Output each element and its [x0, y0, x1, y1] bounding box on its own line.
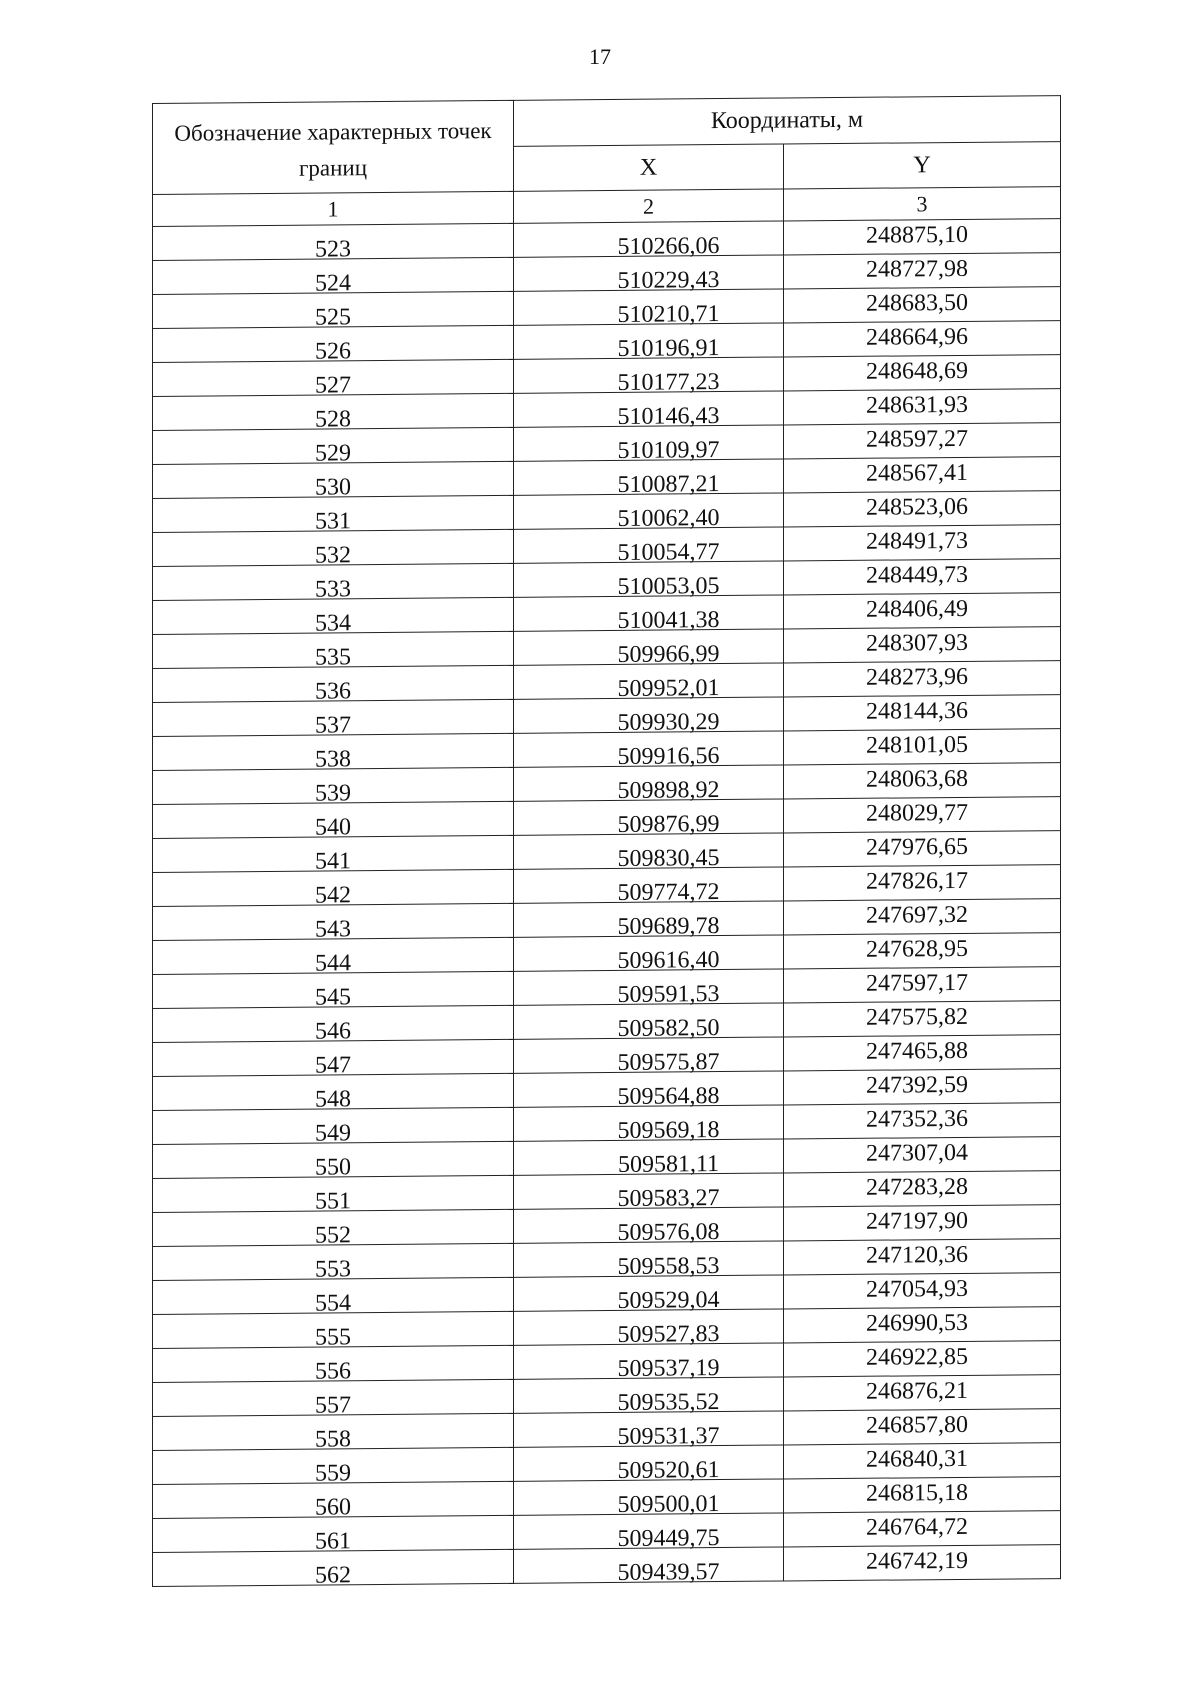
point-cell-text: 548 — [315, 1086, 351, 1113]
point-cell — [153, 1345, 514, 1385]
y-coordinate-cell — [784, 661, 1061, 697]
y-coordinate-cell — [784, 423, 1061, 459]
y-coordinate-cell — [784, 1137, 1061, 1173]
y-coordinate-cell — [784, 491, 1061, 527]
x-coordinate-cell-text: 509537,19 — [617, 1355, 720, 1382]
y-coordinate-cell-text: 246764,72 — [866, 1513, 968, 1541]
point-cell-text: 555 — [315, 1324, 351, 1351]
point-cell — [153, 1039, 514, 1079]
y-coordinate-cell-text: 248101,05 — [866, 731, 968, 759]
x-coordinate-cell — [514, 323, 784, 362]
y-coordinate-cell-text: 247352,36 — [866, 1105, 968, 1133]
x-coordinate-cell — [514, 561, 784, 600]
x-coordinate-cell — [514, 1173, 784, 1212]
y-coordinate-cell-text: 247597,17 — [866, 969, 968, 997]
point-cell — [153, 1413, 514, 1453]
y-coordinate-cell — [784, 1341, 1061, 1377]
point-cell — [153, 1243, 514, 1283]
point-cell-text: 540 — [315, 814, 351, 841]
x-coordinate-cell — [514, 1547, 784, 1586]
x-coordinate-cell-text: 510109,97 — [617, 437, 720, 464]
point-cell — [153, 1447, 514, 1487]
x-coordinate-cell — [514, 629, 784, 668]
point-cell-text: 553 — [315, 1256, 351, 1283]
coordinates-table-wrapper — [152, 95, 1060, 1587]
x-coordinate-cell-text: 510062,40 — [617, 505, 720, 532]
x-coordinate-cell-text: 509520,61 — [617, 1457, 720, 1484]
y-coordinate-cell — [784, 1375, 1061, 1411]
point-cell — [153, 767, 514, 807]
header-coords-label: Координаты, м — [514, 96, 1061, 146]
header-point-label: Обозначение характерных точек границ — [153, 100, 514, 194]
point-cell — [153, 529, 514, 569]
x-coordinate-cell-text: 510177,23 — [617, 369, 720, 396]
x-coordinate-cell — [514, 935, 784, 974]
x-coordinate-cell — [514, 1377, 784, 1416]
y-coordinate-cell — [784, 1409, 1061, 1445]
point-cell-text: 539 — [315, 780, 351, 807]
x-coordinate-cell-text: 509575,87 — [617, 1049, 720, 1076]
x-coordinate-cell — [514, 1003, 784, 1042]
point-cell-text: 532 — [315, 542, 351, 569]
y-coordinate-cell — [784, 1001, 1061, 1037]
x-coordinate-cell-text: 510087,21 — [617, 471, 720, 498]
y-coordinate-cell-text: 248683,50 — [866, 289, 968, 317]
x-coordinate-cell — [514, 493, 784, 532]
x-coordinate-cell-text: 509582,50 — [617, 1015, 720, 1042]
y-coordinate-cell — [784, 797, 1061, 833]
x-coordinate-cell — [514, 391, 784, 430]
point-cell-text: 542 — [315, 882, 351, 909]
point-cell-text: 535 — [315, 644, 351, 671]
x-coordinate-cell — [514, 595, 784, 634]
point-cell — [153, 1379, 514, 1419]
y-coordinate-cell-text: 246990,53 — [866, 1309, 968, 1337]
x-coordinate-cell-text: 509616,40 — [617, 947, 720, 974]
y-coordinate-cell — [784, 1443, 1061, 1479]
x-coordinate-cell-text: 509774,72 — [617, 879, 720, 906]
point-cell-text: 554 — [315, 1290, 351, 1317]
y-coordinate-cell — [784, 287, 1061, 323]
point-cell — [153, 1209, 514, 1249]
x-coordinate-cell-text: 509952,01 — [617, 675, 720, 702]
x-coordinate-cell-text: 510053,05 — [617, 573, 720, 600]
x-coordinate-cell — [514, 663, 784, 702]
column-number: 3 — [784, 187, 1061, 221]
point-cell-text: 547 — [315, 1052, 351, 1079]
y-coordinate-cell-text: 246742,19 — [866, 1547, 968, 1575]
point-cell-text: 560 — [315, 1494, 351, 1521]
y-coordinate-cell-text: 247392,59 — [866, 1071, 968, 1099]
y-coordinate-cell — [784, 321, 1061, 357]
x-coordinate-cell — [514, 867, 784, 906]
y-coordinate-cell-text: 246922,85 — [866, 1343, 968, 1371]
y-coordinate-cell-text: 248406,49 — [866, 595, 968, 623]
y-coordinate-cell — [784, 389, 1061, 425]
point-cell — [153, 631, 514, 671]
y-coordinate-cell — [784, 1035, 1061, 1071]
point-cell-text: 531 — [315, 508, 351, 535]
y-coordinate-cell-text: 248063,68 — [866, 765, 968, 793]
point-cell-text: 537 — [315, 712, 351, 739]
y-coordinate-cell — [784, 593, 1061, 629]
y-coordinate-cell — [784, 355, 1061, 391]
point-cell-text: 544 — [315, 950, 351, 977]
y-coordinate-cell-text: 248273,96 — [866, 663, 968, 691]
x-coordinate-cell-text: 509531,37 — [617, 1423, 720, 1450]
point-cell — [153, 427, 514, 467]
point-cell-text: 552 — [315, 1222, 351, 1249]
y-coordinate-cell — [784, 1545, 1061, 1581]
point-cell — [153, 1005, 514, 1045]
y-coordinate-cell-text: 248597,27 — [866, 425, 968, 453]
y-coordinate-cell — [784, 627, 1061, 663]
x-coordinate-cell-text: 510266,06 — [617, 233, 720, 260]
y-coordinate-cell-text: 247054,93 — [866, 1275, 968, 1303]
y-coordinate-cell-text: 248491,73 — [866, 527, 968, 555]
header-y-label: Y — [784, 141, 1061, 189]
point-cell — [153, 223, 514, 263]
x-coordinate-cell-text: 509558,53 — [617, 1253, 720, 1280]
point-cell — [153, 1175, 514, 1215]
y-coordinate-cell-text: 248449,73 — [866, 561, 968, 589]
y-coordinate-cell-text: 247307,04 — [866, 1139, 968, 1167]
y-coordinate-cell — [784, 1205, 1061, 1241]
x-coordinate-cell — [514, 1207, 784, 1246]
x-coordinate-cell-text: 510229,43 — [617, 267, 720, 294]
x-coordinate-cell-text: 510196,91 — [617, 335, 720, 362]
coordinates-table — [152, 95, 1061, 1587]
y-coordinate-cell — [784, 525, 1061, 561]
x-coordinate-cell — [514, 527, 784, 566]
point-cell — [153, 563, 514, 603]
x-coordinate-cell — [514, 255, 784, 294]
point-cell — [153, 1073, 514, 1113]
x-coordinate-cell — [514, 969, 784, 1008]
y-coordinate-cell-text: 248029,77 — [866, 799, 968, 827]
point-cell — [153, 699, 514, 739]
y-coordinate-cell — [784, 457, 1061, 493]
point-cell — [153, 733, 514, 773]
point-cell — [153, 903, 514, 943]
y-coordinate-cell-text: 246840,31 — [866, 1445, 968, 1473]
x-coordinate-cell — [514, 765, 784, 804]
x-coordinate-cell-text: 509916,56 — [617, 743, 720, 770]
y-coordinate-cell-text: 248664,96 — [866, 323, 968, 351]
point-cell — [153, 665, 514, 705]
x-coordinate-cell — [514, 289, 784, 328]
x-coordinate-cell-text: 510054,77 — [617, 539, 720, 566]
point-cell-text: 524 — [315, 270, 351, 297]
y-coordinate-cell — [784, 695, 1061, 731]
x-coordinate-cell-text: 509583,27 — [617, 1185, 720, 1212]
x-coordinate-cell-text: 509500,01 — [617, 1491, 720, 1518]
x-coordinate-cell — [514, 1343, 784, 1382]
y-coordinate-cell-text: 247697,32 — [866, 901, 968, 929]
point-cell-text: 534 — [315, 610, 351, 637]
y-coordinate-cell-text: 248567,41 — [866, 459, 968, 487]
point-cell-text: 529 — [315, 440, 351, 467]
point-cell — [153, 1107, 514, 1147]
y-coordinate-cell-text: 247976,65 — [866, 833, 968, 861]
point-cell — [153, 291, 514, 331]
point-cell-text: 556 — [315, 1358, 351, 1385]
x-coordinate-cell-text: 510146,43 — [617, 403, 720, 430]
point-cell-text: 549 — [315, 1120, 351, 1147]
x-coordinate-cell-text: 509529,04 — [617, 1287, 720, 1314]
point-cell-text: 541 — [315, 848, 351, 875]
x-coordinate-cell — [514, 1071, 784, 1110]
y-coordinate-cell — [784, 1171, 1061, 1207]
y-coordinate-cell-text: 247197,90 — [866, 1207, 968, 1235]
y-coordinate-cell-text: 248307,93 — [866, 629, 968, 657]
y-coordinate-cell-text: 247826,17 — [866, 867, 968, 895]
table-body — [153, 219, 1061, 1587]
y-coordinate-cell — [784, 763, 1061, 799]
x-coordinate-cell-text: 509689,78 — [617, 913, 720, 940]
y-coordinate-cell-text: 246876,21 — [866, 1377, 968, 1405]
y-coordinate-cell — [784, 1307, 1061, 1343]
x-coordinate-cell-text: 509876,99 — [617, 811, 720, 838]
y-coordinate-cell — [784, 967, 1061, 1003]
x-coordinate-cell — [514, 425, 784, 464]
x-coordinate-cell — [514, 1241, 784, 1280]
y-coordinate-cell — [784, 933, 1061, 969]
point-cell — [153, 801, 514, 841]
point-cell-text: 561 — [315, 1528, 351, 1555]
point-cell — [153, 835, 514, 875]
point-cell — [153, 597, 514, 637]
x-coordinate-cell — [514, 1275, 784, 1314]
point-cell-text: 562 — [315, 1562, 351, 1589]
x-coordinate-cell-text: 509591,53 — [617, 981, 720, 1008]
x-coordinate-cell — [514, 1309, 784, 1348]
x-coordinate-cell-text: 509898,92 — [617, 777, 720, 804]
y-coordinate-cell-text: 247628,95 — [866, 935, 968, 963]
point-cell — [153, 1515, 514, 1555]
point-cell-text: 558 — [315, 1426, 351, 1453]
y-coordinate-cell — [784, 831, 1061, 867]
point-cell-text: 550 — [315, 1154, 351, 1181]
y-coordinate-cell-text: 247120,36 — [866, 1241, 968, 1269]
point-cell — [153, 1311, 514, 1351]
x-coordinate-cell — [514, 221, 784, 260]
point-cell-text: 530 — [315, 474, 351, 501]
x-coordinate-cell — [514, 833, 784, 872]
table-header — [153, 96, 1061, 227]
point-cell — [153, 325, 514, 365]
x-coordinate-cell — [514, 799, 784, 838]
y-coordinate-cell — [784, 1477, 1061, 1513]
point-cell-text: 538 — [315, 746, 351, 773]
x-coordinate-cell-text: 509966,99 — [617, 641, 720, 668]
point-cell-text: 523 — [315, 236, 351, 263]
y-coordinate-cell — [784, 729, 1061, 765]
x-coordinate-cell — [514, 697, 784, 736]
point-cell-text: 543 — [315, 916, 351, 943]
point-cell-text: 528 — [315, 406, 351, 433]
x-coordinate-cell-text: 509535,52 — [617, 1389, 720, 1416]
x-coordinate-cell-text: 509930,29 — [617, 709, 720, 736]
point-cell-text: 527 — [315, 372, 351, 399]
x-coordinate-cell — [514, 1411, 784, 1450]
y-coordinate-cell-text: 248648,69 — [866, 357, 968, 385]
point-cell — [153, 937, 514, 977]
point-cell-text: 557 — [315, 1392, 351, 1419]
y-coordinate-cell-text: 248727,98 — [866, 255, 968, 283]
x-coordinate-cell-text: 509581,11 — [617, 1151, 720, 1178]
point-cell-text: 559 — [315, 1460, 351, 1487]
column-number: 2 — [514, 189, 784, 223]
point-cell-text: 545 — [315, 984, 351, 1011]
x-coordinate-cell-text: 509439,57 — [617, 1559, 720, 1586]
y-coordinate-cell — [784, 559, 1061, 595]
point-cell — [153, 971, 514, 1011]
point-cell — [153, 461, 514, 501]
x-coordinate-cell-text: 509569,18 — [617, 1117, 720, 1144]
point-cell-text: 526 — [315, 338, 351, 365]
y-coordinate-cell-text: 246815,18 — [866, 1479, 968, 1507]
x-coordinate-cell-text: 509830,45 — [617, 845, 720, 872]
x-coordinate-cell — [514, 459, 784, 498]
point-cell — [153, 1549, 514, 1589]
x-coordinate-cell — [514, 1139, 784, 1178]
point-cell — [153, 257, 514, 297]
point-cell — [153, 1141, 514, 1181]
y-coordinate-cell-text: 247575,82 — [866, 1003, 968, 1031]
x-coordinate-cell-text: 509527,83 — [617, 1321, 720, 1348]
x-coordinate-cell-text: 510210,71 — [617, 301, 720, 328]
y-coordinate-cell-text: 246857,80 — [866, 1411, 968, 1439]
x-coordinate-cell — [514, 1105, 784, 1144]
point-cell — [153, 495, 514, 535]
point-cell-text: 536 — [315, 678, 351, 705]
column-number: 1 — [153, 191, 514, 226]
x-coordinate-cell — [514, 901, 784, 940]
x-coordinate-cell — [514, 1445, 784, 1484]
point-cell-text: 551 — [315, 1188, 351, 1215]
x-coordinate-cell-text: 509576,08 — [617, 1219, 720, 1246]
point-cell — [153, 869, 514, 909]
y-coordinate-cell — [784, 1511, 1061, 1547]
y-coordinate-cell — [784, 865, 1061, 901]
x-coordinate-cell — [514, 731, 784, 770]
point-cell — [153, 359, 514, 399]
y-coordinate-cell — [784, 1103, 1061, 1139]
point-cell-text: 533 — [315, 576, 351, 603]
point-cell-text: 525 — [315, 304, 351, 331]
y-coordinate-cell — [784, 219, 1061, 255]
page-number: 17 — [589, 44, 611, 69]
y-coordinate-cell-text: 247465,88 — [866, 1037, 968, 1065]
x-coordinate-cell — [514, 1037, 784, 1076]
y-coordinate-cell — [784, 1069, 1061, 1105]
y-coordinate-cell-text: 247283,28 — [866, 1173, 968, 1201]
y-coordinate-cell — [784, 253, 1061, 289]
y-coordinate-cell-text: 248144,36 — [866, 697, 968, 725]
y-coordinate-cell — [784, 1273, 1061, 1309]
point-cell-text: 546 — [315, 1018, 351, 1045]
y-coordinate-cell-text: 248631,93 — [866, 391, 968, 419]
x-coordinate-cell — [514, 357, 784, 396]
header-x-label: X — [514, 143, 784, 191]
y-coordinate-cell — [784, 1239, 1061, 1275]
point-cell — [153, 393, 514, 433]
x-coordinate-cell-text: 509449,75 — [617, 1525, 720, 1552]
y-coordinate-cell — [784, 899, 1061, 935]
table-row — [153, 1545, 1061, 1587]
x-coordinate-cell-text: 509564,88 — [617, 1083, 720, 1110]
x-coordinate-cell — [514, 1513, 784, 1552]
y-coordinate-cell-text: 248523,06 — [866, 493, 968, 521]
y-coordinate-cell-text: 248875,10 — [866, 221, 968, 249]
x-coordinate-cell-text: 510041,38 — [617, 607, 720, 634]
x-coordinate-cell — [514, 1479, 784, 1518]
point-cell — [153, 1481, 514, 1521]
point-cell — [153, 1277, 514, 1317]
